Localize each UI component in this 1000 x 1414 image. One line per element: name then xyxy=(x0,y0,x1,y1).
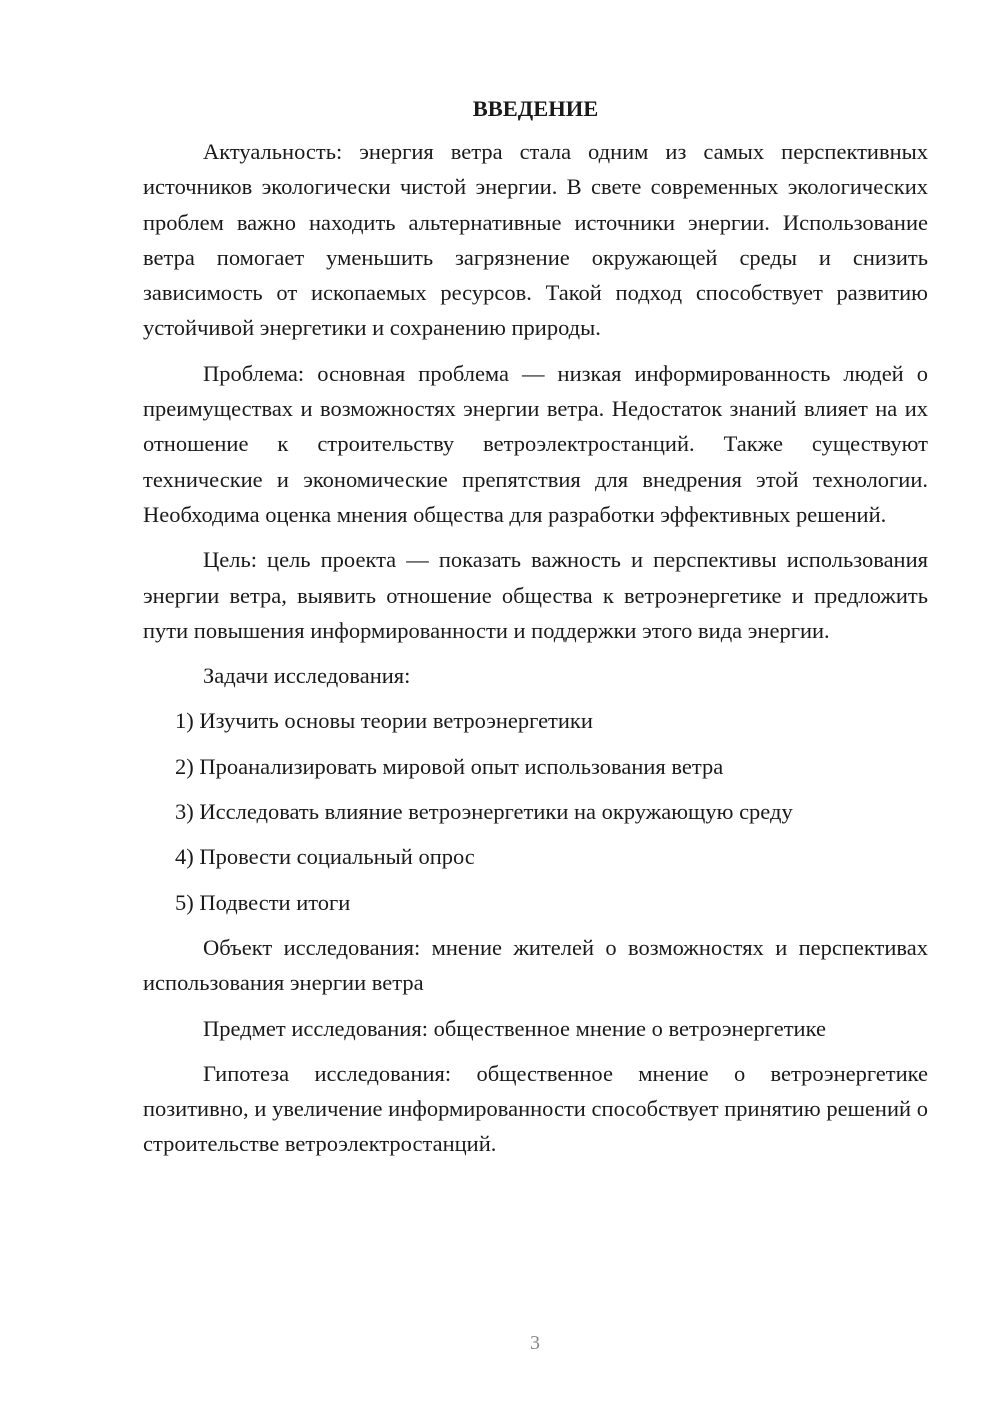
section-title: ВВЕДЕНИЕ xyxy=(472,96,599,121)
paragraph-relevance: Актуальность: энергия ветра стала одним из самых перспективных источников экологически чистой энергии. В свете современных экологических проблем важно находить альтернативные источники энергии. Использование ветра помогает уменьшить загрязнение окружающей среды и снизить зависимость от ископаемых ресурсов. Такой подход способствует развитию устойчивой энергетики и сохранению природы. xyxy=(143,139,928,341)
document-page xyxy=(143,92,928,1172)
paragraph-hypothesis: Гипотеза исследования: общественное мнение о ветроэнергетике позитивно, и увеличение информированности способствует принятию решений о строительстве ветроэлектростанций. xyxy=(143,1060,928,1157)
list-item: 1) Изучить основы теории ветроэнергетики xyxy=(175,708,593,734)
paragraph-object: Объект исследования: мнение жителей о возможностях и перспективах использования энергии ветра xyxy=(143,934,928,996)
paragraph-problem: Проблема: основная проблема — низкая информированность людей о преимуществах и возможностях энергии ветра. Недостаток знаний влияет на их отношение к строительству ветроэлектростанций. Также существуют технические и экономические препятствия для внедрения этой технологии. Необходима оценка мнения общества для разработки эффективных решений. xyxy=(143,360,928,527)
list-item: 4) Провести социальный опрос xyxy=(175,844,475,870)
tasks-heading: Задачи исследования: xyxy=(203,663,411,689)
list-item: 3) Исследовать влияние ветроэнергетики на окружающую среду xyxy=(175,799,793,825)
paragraph-goal: Цель: цель проекта — показать важность и перспективы использования энергии ветра, выявить отношение общества к ветроэнергетике и предложить пути повышения информированности и поддержки этого вида энергии. xyxy=(143,547,928,643)
list-item: 2) Проанализировать мировой опыт использования ветра xyxy=(175,753,724,779)
list-item: 5) Подвести итоги xyxy=(175,889,351,915)
page-number: 3 xyxy=(530,1332,540,1354)
paragraph-subject: Предмет исследования: общественное мнение о ветроэнергетике xyxy=(203,1015,826,1041)
tasks-list xyxy=(143,703,928,919)
